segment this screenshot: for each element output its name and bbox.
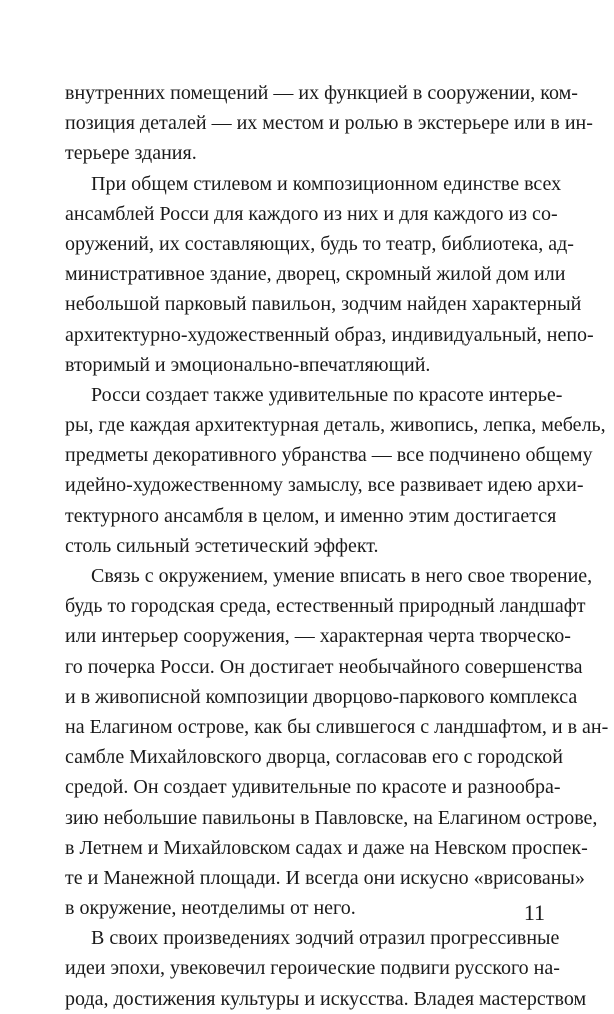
- paragraph: [65, 561, 609, 923]
- text-line: Связь с окружением, умение вписать в него свое творение,: [91, 565, 593, 587]
- text-line: тектурного ансамбля в целом, и именно этим достигается: [65, 504, 557, 527]
- text-line: рода, достижения культуры и искусства. Владея мастерством: [65, 987, 587, 1010]
- text-line: идейно-художественному замыслу, все развивает идею архи-: [65, 474, 584, 497]
- text-line: будь то городская среда, естественный природный ландшафт: [65, 595, 586, 618]
- paragraph: [65, 380, 606, 561]
- page-number: 11: [523, 900, 545, 925]
- text-line: или интерьер сооружения, — характерная черта творческо-: [65, 625, 571, 648]
- text-line: в Летнем и Михайловском садах и даже на Невском проспек-: [65, 836, 588, 859]
- text-line: предметы декоративного убранства — все подчинено общему: [65, 444, 593, 467]
- text-line: В своих произведениях зодчий отразил прогрессивные: [91, 927, 560, 950]
- body-text: [65, 78, 609, 1014]
- text-line: министративное здание, дворец, скромный жилой дом или: [65, 263, 566, 286]
- text-line: го почерка Росси. Он достигает необычайного совершенства: [65, 655, 583, 678]
- text-line: ансамблей Росси для каждого из них и для каждого из со-: [65, 202, 558, 225]
- text-line: вторимый и эмоционально-впечатляющий.: [65, 353, 431, 376]
- text-line: и в живописной композиции дворцово-паркового комплекса: [65, 685, 578, 708]
- text-line: оружений, их составляющих, будь то театр, библиотека, ад-: [65, 232, 574, 255]
- paragraph: [65, 169, 594, 380]
- text-line: небольшой парковый павильон, зодчим найден характерный: [65, 293, 582, 316]
- text-line: Росси создает также удивительные по красоте интерье-: [91, 383, 563, 406]
- text-line: зию небольшие павильоны в Павловске, на Елагином острове,: [65, 806, 598, 829]
- text-line: на Елагином острове, как бы слившегося с ландшафтом, и в ан-: [65, 715, 609, 738]
- text-line: внутренних помещений — их функцией в сооружении, ком-: [65, 82, 578, 104]
- text-line: те и Манежной площади. И всегда они искусно «врисованы»: [65, 866, 585, 889]
- text-line: При общем стилевом и композиционном единстве всех: [91, 172, 562, 195]
- paragraph: [65, 78, 593, 169]
- text-line: позиция деталей — их местом и ролью в экстерьере или в ин-: [65, 112, 593, 135]
- text-line: в окружение, неотделимы от него.: [65, 897, 356, 920]
- text-line: архитектурно-художественный образ, индивидуальный, непо-: [65, 323, 594, 346]
- text-line: столь сильный эстетический эффект.: [65, 534, 379, 557]
- text-line: самбле Михайловского дворца, согласовав его с городской: [65, 746, 563, 769]
- text-line: ры, где каждая архитектурная деталь, живопись, лепка, мебель,: [65, 414, 606, 437]
- text-line: идеи эпохи, увековечил героические подвиги русского на-: [65, 957, 560, 980]
- paragraph: [65, 923, 587, 1014]
- text-line: терьере здания.: [65, 142, 197, 165]
- text-line: средой. Он создает удивительные по красоте и разнообра-: [65, 776, 561, 799]
